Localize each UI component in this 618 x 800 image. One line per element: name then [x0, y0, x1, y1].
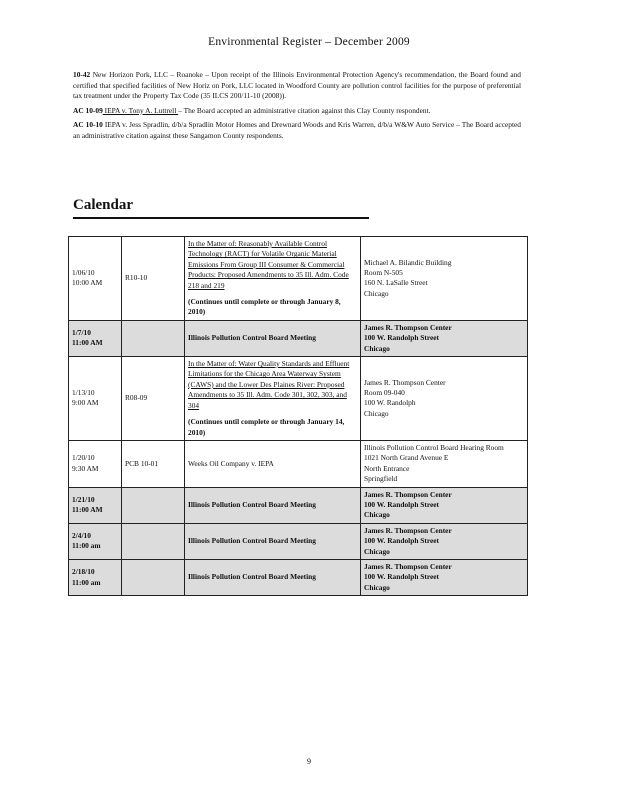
calendar-location-line: 100 W. Randolph Street — [364, 499, 440, 509]
calendar-date-cell — [69, 487, 122, 523]
calendar-matter-cell — [185, 523, 361, 559]
calendar-location-cell — [361, 487, 528, 523]
entry-text: – The Board accepted an administrative citation against this Clay County respondent. — [178, 105, 431, 115]
calendar-time: 11:00 AM — [72, 505, 103, 515]
calendar-date-cell — [69, 440, 122, 487]
calendar-date: 1/20/10 — [72, 453, 95, 463]
calendar-date-cell — [69, 559, 122, 595]
calendar-date: 1/06/10 — [72, 268, 95, 278]
calendar-location-cell — [361, 357, 528, 441]
calendar-location-line: Chicago — [364, 582, 390, 592]
entry-case-name: IEPA v. Tony A. Luttrell — [102, 105, 179, 115]
board-action-entry — [73, 120, 521, 141]
calendar-row — [69, 320, 528, 356]
calendar-location-cell — [361, 320, 528, 356]
calendar-location-cell — [361, 559, 528, 595]
calendar-date: 2/4/10 — [72, 530, 91, 540]
calendar-docket: PCB 10-01 — [122, 440, 185, 487]
calendar-location-line: 1021 North Grand Avenue E — [364, 453, 449, 463]
calendar-location-line: James R. Thompson Center — [364, 561, 452, 571]
calendar-heading: Calendar — [73, 197, 133, 213]
calendar-time: 10:00 AM — [72, 278, 103, 288]
entry-id: 10-42 — [73, 70, 91, 79]
calendar-docket — [122, 559, 185, 595]
calendar-time: 9:00 AM — [72, 398, 99, 408]
calendar-docket — [122, 523, 185, 559]
calendar-time: 11:00 am — [72, 577, 101, 587]
calendar-matter: Illinois Pollution Control Board Meeting — [188, 499, 316, 509]
calendar-heading-rule — [73, 217, 369, 219]
calendar-location-line: James R. Thompson Center — [364, 377, 446, 387]
calendar-docket — [122, 320, 185, 356]
calendar-matter-cell — [185, 320, 361, 356]
calendar-matter: Illinois Pollution Control Board Meeting — [188, 333, 316, 343]
calendar-time: 11:00 AM — [72, 338, 103, 348]
calendar-location-line: 160 N. LaSalle Street — [364, 278, 428, 288]
entry-text: New Horizon Pork, LLC – Roanoke – Upon receipt of the Illinois Environmental Protection Agency's recommendation, the Board found and certified that specified facilities of New Horiz on Pork, LLC located in Woodford County are pollution control facilities for the purpose of preferential tax treatment under the Property Tax Code (35 ILCS 200/11-10 (2008)). — [73, 70, 521, 101]
calendar-location-line: North Entrance — [364, 463, 410, 473]
calendar-continues-note: (Continues until complete or through January 8, 2010) — [188, 297, 341, 317]
calendar-row — [69, 523, 528, 559]
calendar-date-cell — [69, 523, 122, 559]
board-actions — [73, 70, 521, 146]
calendar-location-line: Springfield — [364, 474, 398, 484]
calendar-date-cell — [69, 237, 122, 321]
calendar-location-line: James R. Thompson Center — [364, 322, 452, 332]
entry-text: IEPA v. Jess Spradlin, d/b/a Spradlin Motor Homes and Drewnard Woods and Kris Warren, d/b/a W&W Auto Service – The Board accepted an administrative citation against these Sangamon County respondents. — [73, 120, 521, 140]
calendar-location-line: James R. Thompson Center — [364, 525, 452, 535]
calendar-docket: R08-09 — [122, 357, 185, 441]
calendar-location-line: Michael A. Bilandic Building — [364, 257, 452, 267]
calendar-matter: In the Matter of: Reasonably Available Control Technology (RACT) for Volatile Organic Material Emissions From Group III Consumer & Commercial Products: Proposed Amendments to 35 Ill. Adm. Code 218 and 219 — [188, 239, 349, 290]
calendar-matter: In the Matter of: Water Quality Standards and Effluent Limitations for the Chicago Area Waterway System (CAWS) and the Lower Des Plaines River: Proposed Amendments to 35 Ill. Adm. Code 301, 302, 303, and 304 — [188, 359, 350, 410]
entry-id: AC 10-10 — [73, 120, 103, 130]
calendar-matter: Illinois Pollution Control Board Meeting — [188, 536, 316, 546]
calendar-date: 1/21/10 — [72, 494, 95, 504]
calendar-table — [68, 236, 528, 596]
calendar-row — [69, 440, 528, 487]
entry-id: AC 10-09 — [73, 105, 103, 115]
calendar-date-cell — [69, 320, 122, 356]
calendar-time: 9:30 AM — [72, 463, 99, 473]
calendar-continues-note: (Continues until complete or through January 14, 2010) — [188, 417, 345, 437]
calendar-matter-cell — [185, 559, 361, 595]
calendar-location-line: Chicago — [364, 343, 390, 353]
calendar-location-line: Illinois Pollution Control Board Hearing Room — [364, 442, 504, 452]
page-header: Environmental Register – December 2009 — [208, 36, 410, 48]
calendar-matter-cell — [185, 237, 361, 321]
page-number: 9 — [307, 757, 311, 766]
board-action-entry — [73, 106, 521, 117]
calendar-row — [69, 487, 528, 523]
calendar-location-line: 100 W. Randolph — [364, 398, 416, 408]
calendar-date: 1/7/10 — [72, 328, 91, 338]
calendar-row — [69, 559, 528, 595]
calendar-time: 11:00 am — [72, 541, 101, 551]
calendar-matter-cell — [185, 487, 361, 523]
calendar-location-line: 100 W. Randolph Street — [364, 572, 440, 582]
calendar-docket: R10-10 — [122, 237, 185, 321]
calendar-location-line: Room N-505 — [364, 268, 403, 278]
calendar-matter: Weeks Oil Company v. IEPA — [188, 458, 274, 468]
calendar-date: 1/13/10 — [72, 388, 95, 398]
calendar-row — [69, 357, 528, 441]
calendar-location-line: Room 09-040 — [364, 388, 405, 398]
calendar-location-cell — [361, 237, 528, 321]
board-action-entry — [73, 70, 521, 102]
calendar-location-line: 100 W. Randolph Street — [364, 333, 440, 343]
calendar-location-line: Chicago — [364, 288, 389, 298]
calendar-location-line: Chicago — [364, 546, 390, 556]
calendar-docket — [122, 487, 185, 523]
calendar-location-line: James R. Thompson Center — [364, 489, 452, 499]
calendar-location-line: 100 W. Randolph Street — [364, 536, 440, 546]
calendar-location-cell — [361, 440, 528, 487]
calendar-matter-cell — [185, 440, 361, 487]
calendar-date: 2/18/10 — [72, 567, 95, 577]
calendar-location-line: Chicago — [364, 408, 389, 418]
calendar-matter-cell — [185, 357, 361, 441]
calendar-location-cell — [361, 523, 528, 559]
calendar-location-line: Chicago — [364, 510, 390, 520]
calendar-row — [69, 237, 528, 321]
calendar-matter: Illinois Pollution Control Board Meeting — [188, 572, 316, 582]
calendar-date-cell — [69, 357, 122, 441]
